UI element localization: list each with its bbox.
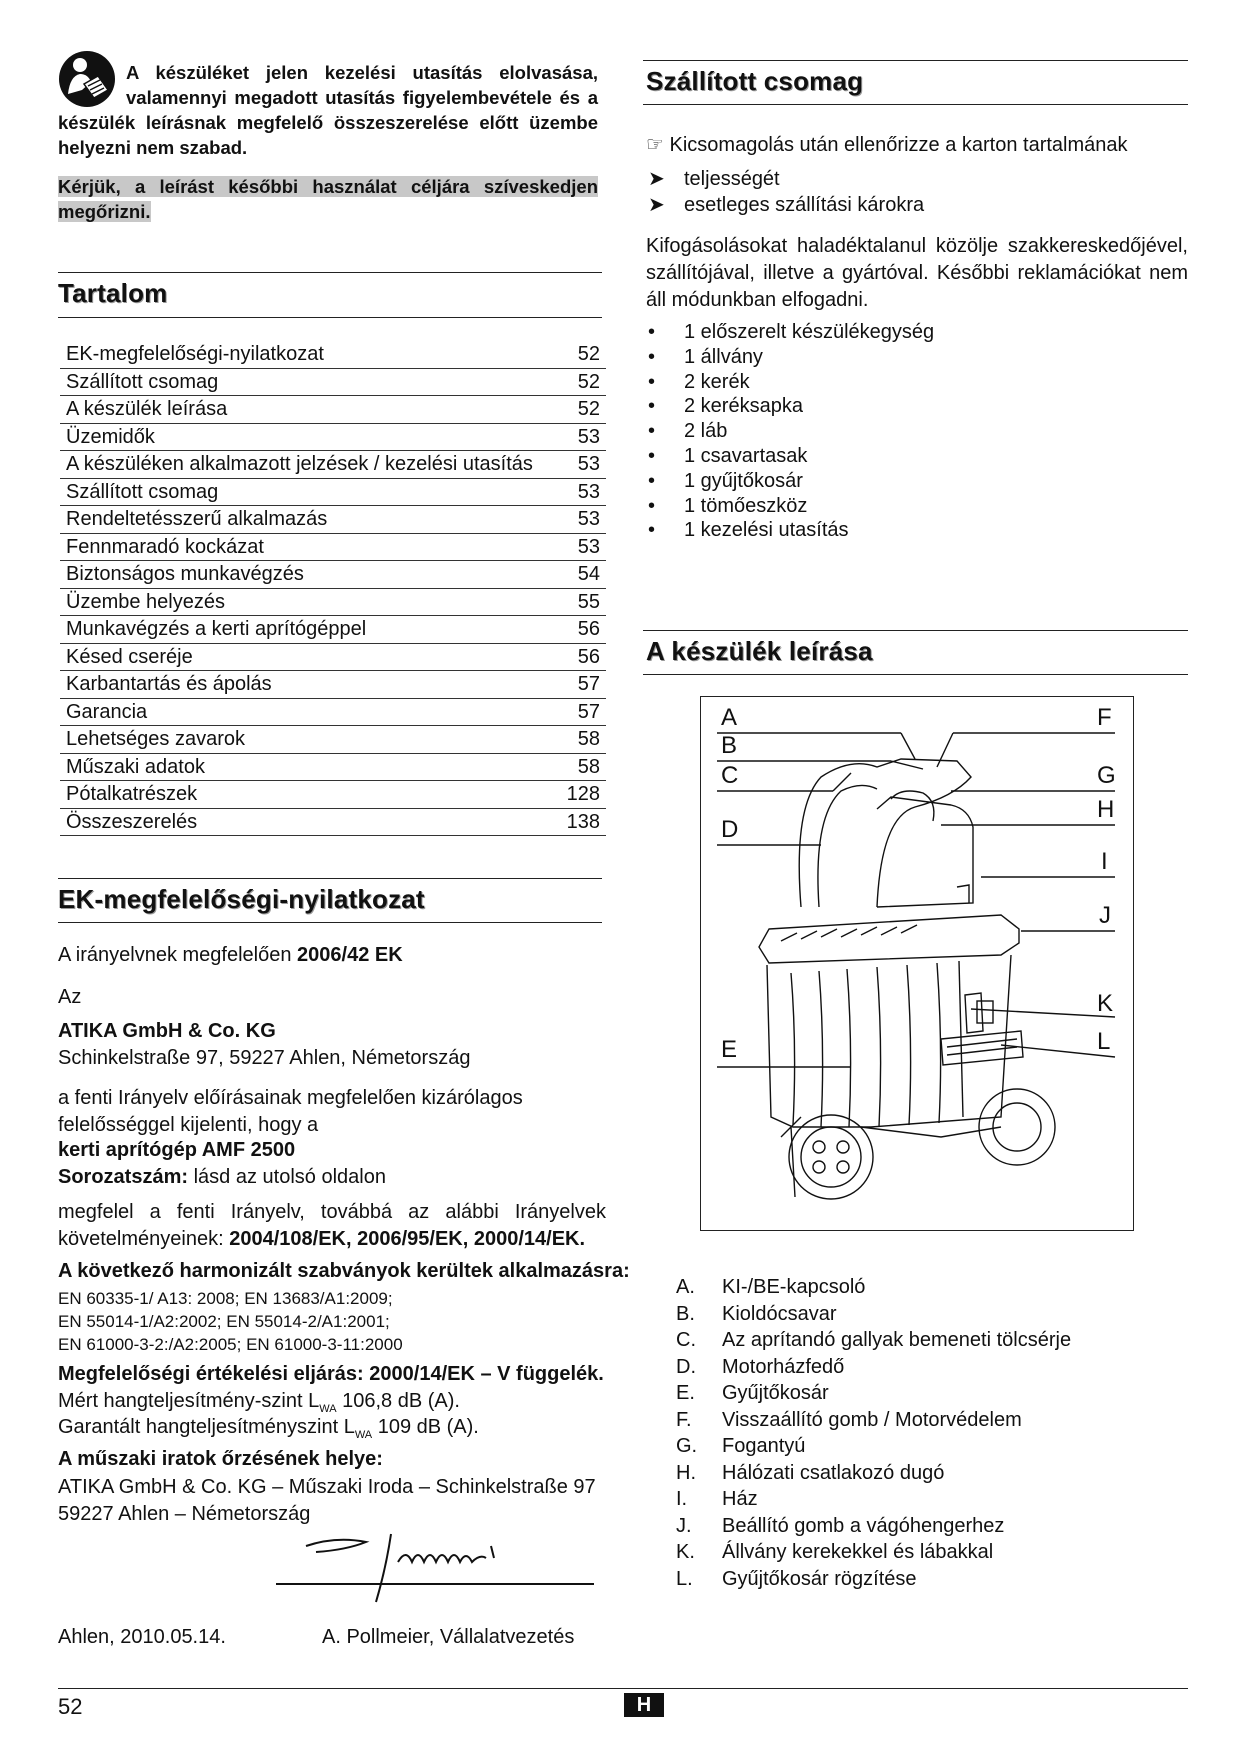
dot-bullet-icon: • [648,345,656,368]
legend-text: Visszaállító gomb / Motorvédelem [722,1408,1022,1431]
dot-bullet-icon: • [648,519,656,542]
legend-item [676,1354,1176,1381]
dot-bullet-icon: • [648,469,656,492]
legend-item [676,1460,1176,1487]
ek-directive-prefix: A irányelvnek megfelelően [58,944,292,966]
ek-measured: Mért hangteljesítmény-szint $L_{WA}$ 106,8 dB (A). [58,1390,460,1415]
package-item: • 1 gyűjtőkosár [648,469,803,492]
package-item: • 1 csavartasak [648,444,808,467]
legend-text: Kioldócsavar [722,1302,837,1325]
toc-row-label: A készüléken alkalmazott jelzések / kezelési utasítás [66,453,533,475]
toc-list [60,341,606,836]
legend-key: F. [676,1408,692,1431]
toc-row [60,424,606,452]
package-bottom-rule [643,104,1188,105]
toc-row-label: Műszaki adatok [66,755,205,778]
legend-item [676,1539,1176,1566]
toc-row [60,396,606,424]
legend-text: Beállító gomb a vágóhengerhez [722,1514,1005,1537]
ek-docs-line2: 59227 Ahlen – Németország [58,1503,311,1525]
legend-text: Állvány kerekekkel és lábakkal [722,1541,994,1563]
ek-company: ATIKA GmbH & Co. KG [58,1020,276,1042]
legend-item [676,1380,1176,1407]
toc-row-page: 52 [577,343,600,365]
legend-item [676,1486,1176,1513]
ek-standard-line: EN 55014-1/A2:2002; EN 55014-2/A1:2001; [58,1312,390,1331]
toc-row-page: 58 [577,755,600,778]
legend-item [676,1327,1176,1354]
check-item: ➤ esetleges szállítási károkra [648,194,925,216]
dot-bullet-icon: • [648,370,656,393]
toc-row [60,589,606,617]
diagram-letter-k: K [1097,990,1114,1017]
diagram-letter-d: D [721,816,739,843]
ek-comply-dirs: 2004/108/EK, 2006/95/EK, 2000/14/EK. [229,1228,586,1250]
dot-bullet-icon: • [648,420,656,443]
package-title: Szállított csomag [646,66,864,96]
package-item: • 1 állvány [648,345,763,368]
toc-row-label: Késed cseréje [66,645,193,668]
package-item: • 2 keréksapka [648,395,803,418]
ek-docs-title: A műszaki iratok őrzésének helye: [58,1448,383,1470]
toc-row-label: Lehetséges zavarok [66,728,246,750]
dot-bullet-icon: • [648,395,656,418]
diagram-letter-h: H [1097,796,1115,823]
country-badge: H [624,1693,664,1717]
package-check-intro: ☞ Kicsomagolás után ellenőrizze a karton tartalmának [646,134,1128,156]
toc-row [60,451,606,479]
legend-key: G. [676,1435,698,1457]
legend-key: C. [676,1329,696,1351]
description-bottom-rule [643,674,1188,675]
ek-product: kerti aprítógép AMF 2500 [58,1139,296,1161]
ek-docs-line1: ATIKA GmbH & Co. KG – Műszaki Iroda – Schinkelstraße 97 [58,1476,596,1498]
legend-text: KI-/BE-kapcsoló [722,1276,866,1298]
toc-row [60,644,606,672]
package-item: • 1 kezelési utasítás [648,519,849,542]
toc-row-page: 52 [577,370,600,393]
ek-declare-2: felelősséggel kijelenti, hogy a [58,1114,319,1136]
toc-title: Tartalom [58,278,168,308]
ek-guaranteed: Garantált hangteljesítményszint $L_{WA}$ 109 dB (A). [58,1416,479,1441]
dot-bullet-icon: • [648,494,656,517]
toc-row-page: 52 [577,398,600,420]
toc-row [60,726,606,754]
ek-standards-title: A következő harmonizált szabványok kerültek alkalmazásra: [58,1260,630,1282]
legend-text: Motorházfedő [722,1355,845,1378]
description-top-rule [643,630,1188,631]
ek-comply-text: megfelel a fenti Irányelv, továbbá az alábbi Irányelvek követelményeinek: [58,1201,606,1250]
ek-serial-line [58,1164,386,1191]
toc-row [60,754,606,782]
ek-comply [58,1199,606,1253]
diagram-letter-c: C [721,762,739,789]
toc-row-page: 57 [577,700,600,723]
toc-row-page: 53 [577,425,600,448]
legend-item [676,1513,1176,1540]
toc-row-label: Karbantartás és ápolás [66,673,272,695]
toc-row [60,809,606,837]
ek-procedure: Megfelelőségi értékelési eljárás: 2000/14/EK – V függelék. [58,1363,604,1385]
toc-row-page: 53 [577,508,600,530]
toc-row-page: 53 [577,453,600,475]
legend-key: H. [676,1461,696,1484]
toc-row-page: 55 [577,590,600,613]
pointing-hand-icon: ☞ [646,134,664,156]
legend-item [676,1433,1176,1460]
toc-row [60,781,606,809]
arrow-bullet-icon: ➤ [648,168,665,190]
package-top-rule [643,60,1188,61]
package-checks [646,166,1186,218]
toc-row-label: A készülék leírása [66,398,228,420]
package-item: • 1 előszerelt készülékegység [648,321,935,343]
toc-row [60,369,606,397]
legend-key: D. [676,1355,696,1378]
legend-key: B. [676,1302,695,1325]
ek-address: Schinkelstraße 97, 59227 Ahlen, Németország [58,1047,471,1069]
footer-rule [58,1688,1188,1689]
legend-item [676,1301,1176,1328]
toc-row-label: Rendeltetésszerű alkalmazás [66,508,328,530]
diagram-letter-e: E [721,1036,738,1063]
ek-serial-label: Sorozatszám: [58,1166,189,1188]
legend-item [676,1566,1176,1593]
ek-title: EK-megfelelőségi-nyilatkozat [58,884,425,914]
legend-item [676,1274,1176,1301]
toc-row-page: 53 [577,535,600,558]
toc-row-label: Üzembe helyezés [66,590,225,613]
toc-row-label: EK-megfelelőségi-nyilatkozat [66,343,324,365]
package-items [646,320,1186,543]
diagram-letter-l: L [1097,1028,1111,1055]
toc-row-page: 58 [577,728,600,750]
ek-standard-line: EN 61000-3-2:/A2:2005; EN 61000-3-11:2000 [58,1335,403,1354]
legend-key: K. [676,1541,695,1563]
description-title: A készülék leírása [646,636,873,666]
toc-row-page: 56 [577,618,600,640]
toc-row-page: 56 [577,645,600,668]
toc-row [60,534,606,562]
ek-bottom-rule [58,922,602,923]
ek-signatory: A. Pollmeier, Vállalatvezetés [322,1626,575,1648]
toc-row [60,671,606,699]
ek-directive-line [58,942,403,969]
toc-row-label: Biztonságos munkavégzés [66,563,304,585]
page-number: 52 [58,1694,83,1719]
legend-item [676,1407,1176,1434]
legend-key: E. [676,1382,695,1404]
ek-directive: 2006/42 EK [297,944,403,966]
legend-text: Fogantyú [722,1435,806,1457]
diagram-letter-f: F [1097,704,1112,731]
toc-row-label: Összeszerelés [66,810,198,833]
legend-key: A. [676,1276,695,1298]
toc-row-label: Fennmaradó kockázat [66,535,264,558]
legend-text: Gyűjtőkosár [722,1382,829,1404]
diagram-letter-j: J [1099,902,1111,929]
package-item: • 2 láb [648,420,728,443]
diagram-letter-i: I [1101,848,1108,875]
toc-row-page: 54 [577,563,600,585]
toc-row-label: Garancia [66,700,148,723]
legend-key: J. [676,1514,692,1537]
description-legend [676,1274,1176,1592]
diagram-letter-g: G [1097,762,1116,789]
dot-bullet-icon: • [648,321,656,343]
toc-row-page: 138 [566,810,600,833]
package-item: • 2 kerék [648,370,750,393]
intro-warning: A készüléket jelen kezelési utasítás elolvasása, valamennyi megadott utasítás figyelembevétele és a készülék leírásnak megfelelő összeszerelése előtt üzembe helyezni nem szabad. [58,62,598,158]
toc-row-page: 57 [577,673,600,695]
toc-row-label: Pótalkatrészek [66,783,198,805]
toc-row [60,699,606,727]
toc-row-label: Szállított csomag [66,370,219,393]
ek-standards [58,1287,403,1356]
legend-text: Gyűjtőkosár rögzítése [722,1567,917,1590]
ek-standard-line: EN 60335-1/ A13: 2008; EN 13683/A1:2009; [58,1289,393,1308]
legend-text: Ház [722,1488,758,1510]
ek-az: Az [58,986,82,1008]
device-diagram [700,696,1134,1231]
signature [276,1528,594,1606]
toc-row [60,506,606,534]
dot-bullet-icon: • [648,444,656,467]
legend-text: Hálózati csatlakozó dugó [722,1461,945,1484]
toc-row-page: 53 [577,480,600,503]
diagram-letter-a: A [721,704,738,731]
diagram-letter-b: B [721,732,738,759]
ek-place-date: Ahlen, 2010.05.14. [58,1626,226,1648]
legend-text: Az aprítandó gallyak bemeneti tölcsérje [722,1329,1072,1351]
check-item: ➤ teljességét [648,168,780,190]
ek-declare-1: a fenti Irányelv előírásainak megfelelően kizárólagos [58,1087,523,1109]
toc-top-rule [58,272,602,273]
legend-key: L. [676,1567,693,1590]
toc-row [60,616,606,644]
toc-row-label: Munkavégzés a kerti aprítógéppel [66,618,367,640]
toc-row [60,479,606,507]
intro-keep-note: Kérjük, a leírást későbbi használat céljára szíveskedjen megőrizni. [58,176,598,222]
toc-bottom-rule [58,317,602,318]
toc-row [60,561,606,589]
toc-row-page: 128 [566,783,600,805]
ek-top-rule [58,878,602,879]
toc-row [60,341,606,369]
package-complaint: Kifogásolásokat haladéktalanul közölje szakkereskedőjével, szállítójával, illetve a gyártóval. Későbbi reklamációkat nem áll módunkban elfogadni. [646,235,1188,311]
package-item: • 1 tömőeszköz [648,494,808,517]
legend-key: I. [676,1488,688,1510]
toc-row-label: Szállított csomag [66,480,219,503]
arrow-bullet-icon: ➤ [648,194,665,216]
toc-row-label: Üzemidők [66,425,155,448]
ek-serial-text: lásd az utolsó oldalon [193,1166,386,1188]
